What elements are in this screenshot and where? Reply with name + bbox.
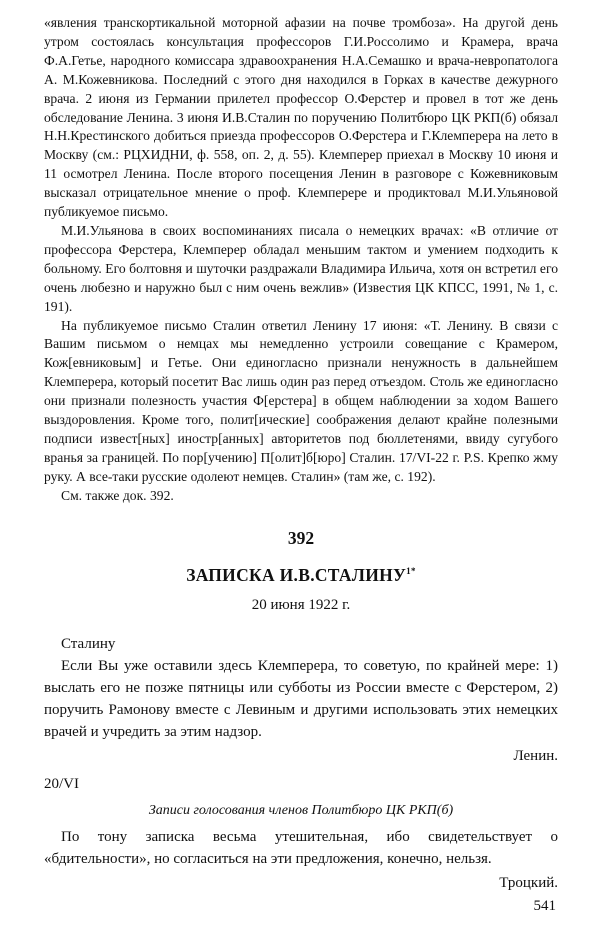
document-body [44, 633, 558, 894]
note-paragraph-2: М.И.Ульянова в своих воспоминаниях писала о немецких врачах: «В отличие от профессора Ферстера, Клемперер обладал меньшим тактом и умением подходить к больному. Его болтовня и шуточки раздражали Владимира Ильича, хотя он встретил его очень любезно и наружно был с ним очень вежлив» (Известия ЦК КПСС, 1991, № 1, с. 191). [44, 222, 558, 314]
note-paragraph-1: «явления транскортикальной моторной афазии на почве тромбоза». На другой день утром состоялась консультация профессоров Г.И.Россолимо и Крамера, врача Ф.А.Гетье, народного комиссара здравоохранения Н.А.Семашко и врача-невропатолога А. М.Кожевникова. Последний с этого дня находился в Горках в качестве дежурного врача. 2 июня из Германии прилетел профессор О.Ферстер и провел в тот же день обследование Ленина. 3 июня И.В.Сталин по поручению Политбюро ЦК РКП(б) обязал Н.Н.Крестинского добиться приезда профессоров О.Ферстера и Г.Клемперера на лето в Москву (см.: РЦХИДНИ, ф. 558, оп. 2, д. 55). Клемперер приехал в Москву 10 июня и 11 осмотрел Ленина. После второго посещения Ленин в разговоре с Кожевниковым высказал отрицательное мнение о проф. Клемперере и продиктовал М.И.Ульяновой публикуемое письмо. [44, 15, 558, 220]
document-number: 392 [287, 527, 315, 548]
short-date: 20/VI [44, 775, 79, 792]
addressee: Сталину [61, 635, 116, 652]
page-number: 541 [533, 898, 556, 914]
signature-trotsky: Троцкий. [499, 874, 558, 891]
note-paragraph-4: См. также док. 392. [61, 487, 174, 503]
footnote-marker: 1* [406, 565, 416, 576]
note-paragraph-3: На публикуемое письмо Сталин ответил Ленину 17 июня: «Т. Ленину. В связи с Вашим письмом о немцах мы немедленно устроили совещание с Крамером, Кож[евниковым] и Гетье. Они единогласно признали ненужность в дальнейшем Клемперера, который посетит Вас лишь один раз перед отъездом. Столь же единогласно они признали полезность участия Ф[ерстера] в общем наблюдении за ходом Вашего выздоровления. Кроме того, полит[ические] соображения делают крайне полезными подписи извест[ных] иностр[анных] авторитетов под бюллетенями, ввиду сугубого вранья за границей. По пор[учению] П[олит]б[юро] Сталин. 17/VI-22 г. P.S. Крепко жму руку. А все-таки русские одолеют немцев. Сталин» (там же, с. 192). [44, 317, 558, 484]
commentary-notes [44, 14, 558, 506]
votes-heading: Записи голосования членов Политбюро ЦК РКП(б) [148, 802, 454, 818]
signature-lenin: Ленин. [513, 747, 558, 764]
letter-text: Если Вы уже оставили здесь Клемперера, то советую, по крайней мере: 1) выслать его не позже пятницы или субботы из России вместе с Ферстером, 2) поручить Рамонову вместе с Левиным и другими использовать этих немецких врачей и учредить за этим надзор. [44, 657, 558, 740]
page-content [44, 14, 558, 894]
document-title [44, 559, 558, 587]
votes-text: По тону записка весьма утешительная, ибо свидетельствует о «бдительности», но согласиться на эти предложения, конечно, нельзя. [44, 828, 558, 867]
document-date: 20 июня 1922 г. [251, 596, 351, 613]
document-title-text: ЗАПИСКА И.В.СТАЛИНУ [186, 564, 407, 585]
